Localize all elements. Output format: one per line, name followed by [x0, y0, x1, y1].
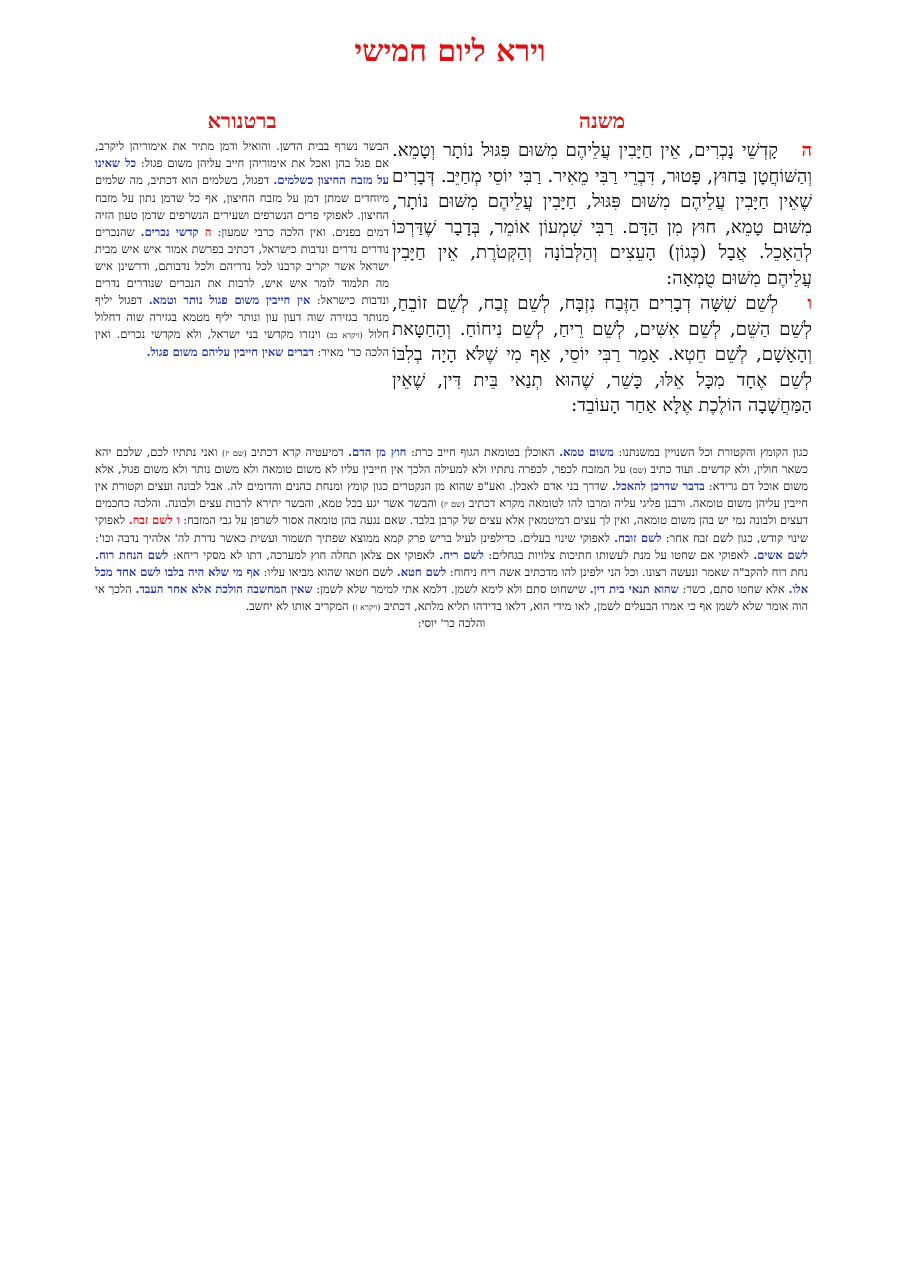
- commentary-text: אלא שחטו סתם, כשר:: [682, 581, 789, 596]
- mishna-number: ו: [807, 293, 812, 315]
- commentary-keyword: לשם הנחת רוח.: [95, 547, 169, 562]
- commentary-text: דמיעטיה קרא דכתיב: [246, 445, 349, 459]
- commentary-text: שהנכרים נודרים נדרים ונדבות כישראל, דכתיב בפרשת אמור איש איש מבית ישראל אשר יקריב קרבנו לכל נדריהם ולכל נדבותם, ודרשינן איש מה תלמוד לומר איש איש, לרבות את הנכרים שנודרים נדרים ונדבות כישראל:: [95, 224, 390, 308]
- verse-reference: (שם יז): [221, 449, 247, 458]
- commentary-text: והבשר אשר יגע בכל טמא, והבשר יתירא לרבות עצים ולבונה. והלכה כחכמים דעצים ולבונה: [95, 496, 809, 528]
- commentary-text: דפגול, בשלמים הוא דכתיב, מה שלמים מיוחדים שמתן דמן על מזבח החיצון, אף כל שדמן נתון על מזבח החיצון. לאפוקי פרים הנשרפים ושעירים הנשרפים שדמן טעון הזיה דמים בפנים. ואין הלכה כרבי שמעון:: [95, 173, 390, 239]
- verse-reference: (שם): [629, 466, 647, 476]
- mishna-number: ה: [801, 140, 812, 162]
- commentary-keyword: אף מי שלא היה בלבו לשם אחד מכל אלו.: [95, 564, 809, 596]
- commentary-text: לאפוקי אם צלאן תחלה חוץ למערכה, דתו לא מסקי ריחא:: [168, 547, 435, 562]
- commentary-text: שישחוט סתם ולא לימא לשמן. דלמא אתי למימר שלא לשמן:: [312, 581, 590, 596]
- commentary-keyword: שהוא תנאי בית דין.: [589, 581, 679, 596]
- commentary-text: לאפוקי אם שחטו על מנת לעשותו חתיכות צלויות בגחלים:: [483, 547, 754, 562]
- commentary-text: לאפוקי שינוי בעלים. כדילפינן לעיל בריש פרק קמא ממוצא שפתיך: [316, 530, 615, 545]
- commentary-text: נמי יש בהן משום טומאה, ואין לך עצים דמיטמאין אלא עצים של קרבן בלבד. שאם נגעה בהן טומאה אסור לשרפן על גבי המזבח:: [183, 513, 746, 528]
- commentary-keyword: לשם אשים.: [753, 547, 809, 562]
- commentary-text: ואני נתתיו לכם, שלכם יהא כשאר חולין, ולא קדשים. ועוד כתיב: [95, 445, 808, 477]
- mishna-column: [392, 108, 812, 419]
- commentary-keyword: חוץ מן הדם.: [348, 445, 407, 459]
- bartenura-heading: ברטנורא: [207, 108, 277, 133]
- commentary-text: המקריב אותו לא יחשב.: [245, 598, 353, 613]
- commentary-keyword: כל שאינו על מזבח החיצון כשלמים.: [95, 156, 389, 188]
- bartenura-continuation-text: [95, 444, 808, 615]
- commentary-keyword: אין חייבין משום פגול נותר וטמא.: [148, 293, 311, 308]
- bartenura-column-text: [95, 138, 389, 360]
- commentary-text: ומרבו להו לטומאה מקרא דכתיב: [464, 496, 611, 511]
- commentary-text: דפגול יליף מנותר בגזירה שוה דעון עון ונותר יליף מטמא בגזירה שוה דחלול חלול: [95, 293, 389, 342]
- commentary-keyword: לשם זבח.: [128, 513, 177, 528]
- commentary-keyword: ה: [204, 224, 212, 239]
- mishna-paragraph-6: [392, 291, 812, 418]
- commentary-text: מדכתיב אשה ריח ניחוח:: [446, 564, 558, 579]
- bartenura-continuation: [95, 444, 808, 632]
- commentary-text: תשמור ועשית כאשר נדרת לה' אלהיך נדבה וכו':: [95, 530, 313, 545]
- commentary-text: האוכלן בטומאת הגוף חייב כרת:: [406, 445, 560, 459]
- bartenura-closing-line: והלכה כר' יוסי:: [417, 616, 486, 631]
- verse-reference: (ויקרא כב): [326, 331, 363, 341]
- mishna-paragraph-5: [392, 138, 812, 291]
- mishna-text: קָדְשֵׁי נָכְרִים, אֵין חַיָּבִין עֲלֵיהֶם מִשּׁוּם פִּגּוּל נוֹתָר וְטָמֵא. וְהַשּׁוֹחֲטָן בַּחוּץ, פָּטוּר, דִּבְרֵי רַבִּי מֵאִיר. רַבִּי יוֹסֵי מְחַיֵּב. דְּבָרִים שֶׁאֵין חַיָּבִין עֲלֵיהֶם מִשּׁוּם פִּגּוּל, חַיָּבִין עֲלֵיהֶם מִשּׁוּם נוֹתָר, מִשּׁוּם טָמֵא, חוּץ מִן הַדָּם. רַבִּי שִׁמְעוֹן אוֹמֵר, בְּדָבָר שֶׁדַּרְכּוֹ לְהֵאָכֵל. אֲבָל (כְּגוֹן) הָעֵצִים וְהַלְּבוֹנָה וְהַקְּטֹרֶת, אֵין חַיָּבִין עֲלֵיהֶם מִשּׁוּם טֻמְאָה:: [392, 140, 812, 289]
- commentary-keyword: בדבר שדרכן להאכל.: [611, 479, 705, 494]
- commentary-keyword: לשם חטא.: [396, 564, 447, 579]
- commentary-keyword: לשם זובח.: [614, 530, 662, 545]
- commentary-text: הוה אומר שלא לשמן אף כי אמרו הבעלים לשמן, לאו מידי הוא, דלאו בדידהו תליא מלתא, דכתיב: [380, 598, 808, 613]
- commentary-text: הלכך אי: [95, 581, 136, 596]
- commentary-keyword: משום טמא.: [559, 445, 614, 459]
- commentary-text: על המזבח לכפר, לכפרה נתתיו ולא למעילה הלכך אין חייבין: [362, 462, 630, 477]
- commentary-text: כגון הקומץ והקטורת וכל השנויין במשנתנו:: [613, 445, 809, 459]
- commentary-text: עליו לא משום טומאה ולא משום נותר ולא משום פגול, אלא משום אוכל דם גרידא:: [95, 462, 808, 494]
- commentary-text: וינזרו מקדשי בני ישראל, ולא מקדשי נכרים. ואין הלכה כר' מאיר:: [95, 327, 389, 359]
- verse-reference: (שם יז): [440, 500, 465, 510]
- mishna-text: לְשֵׁם שִׁשָּׁה דְבָרִים הַזֶּבַח נִזְבָּח, לְשֵׁם זֶבַח, לְשֵׁם זוֹבֵחַ, לְשֵׁם הַשֵּׁם, לְשֵׁם אִשִּׁים, לְשֵׁם רֵיחַ, לְשֵׁם נִיחוֹחַ. וְהַחַטָּאת וְהָאָשָׁם, לְשֵׁם חֵטְא. אָמַר רַבִּי יוֹסֵי, אַף מִי שֶׁלֹּא הָיָה בְלִבּוֹ לְשֵׁם אֶחָד מִכָּל אֵלּוּ, כָּשֵׁר, שֶׁהוּא תְנַאי בֵּית דִּין, שֶׁאֵין הַמַּחֲשָׁבָה הוֹלֶכֶת אֶלָּא אַחַר הָעוֹבֵד:: [392, 293, 812, 417]
- page-title: וירא ליום חמישי: [354, 34, 546, 69]
- commentary-keyword: קדשי נכרים.: [140, 224, 205, 239]
- commentary-keyword: ו: [176, 513, 180, 528]
- commentary-text: לשם חטאו שהוא מביאו עליו:: [259, 564, 397, 579]
- mishna-heading: משנה: [578, 108, 626, 133]
- verse-reference: (ויקרא ז): [352, 602, 381, 612]
- commentary-text: שהוא מן הנקטרים כגון קומץ ומנחת כהנים והדומים לה. אבל לבונה ועצים וקטורת אין חייבין עליהן משום טומאה. ורבנן פליגי עליה: [95, 479, 809, 511]
- commentary-keyword: לשם ריח.: [439, 547, 484, 562]
- commentary-text: לאפוקי שינוי קודש, כגון לשם זבח אחר:: [95, 513, 808, 545]
- commentary-text: שדרך בני אדם לאכלן. ואע"פ: [477, 479, 612, 494]
- commentary-text: הבשר נשרף בבית הדשן. והואיל ודמן מתיר את אימוריהן ליקרב, אם פגל בהן ואכל את אימוריהן חייב עליהן משום פגול:: [95, 139, 389, 171]
- commentary-text: נחת רוח להקב"ה שאמר ונעשה רצונו. וכל הני ילפינן להו: [561, 564, 808, 579]
- bartenura-column: [95, 108, 389, 361]
- commentary-keyword: דברים שאין חייבין עליהם משום פגול.: [146, 344, 314, 359]
- commentary-keyword: שאין המחשבה הולכת אלא אחר העבד.: [135, 581, 313, 596]
